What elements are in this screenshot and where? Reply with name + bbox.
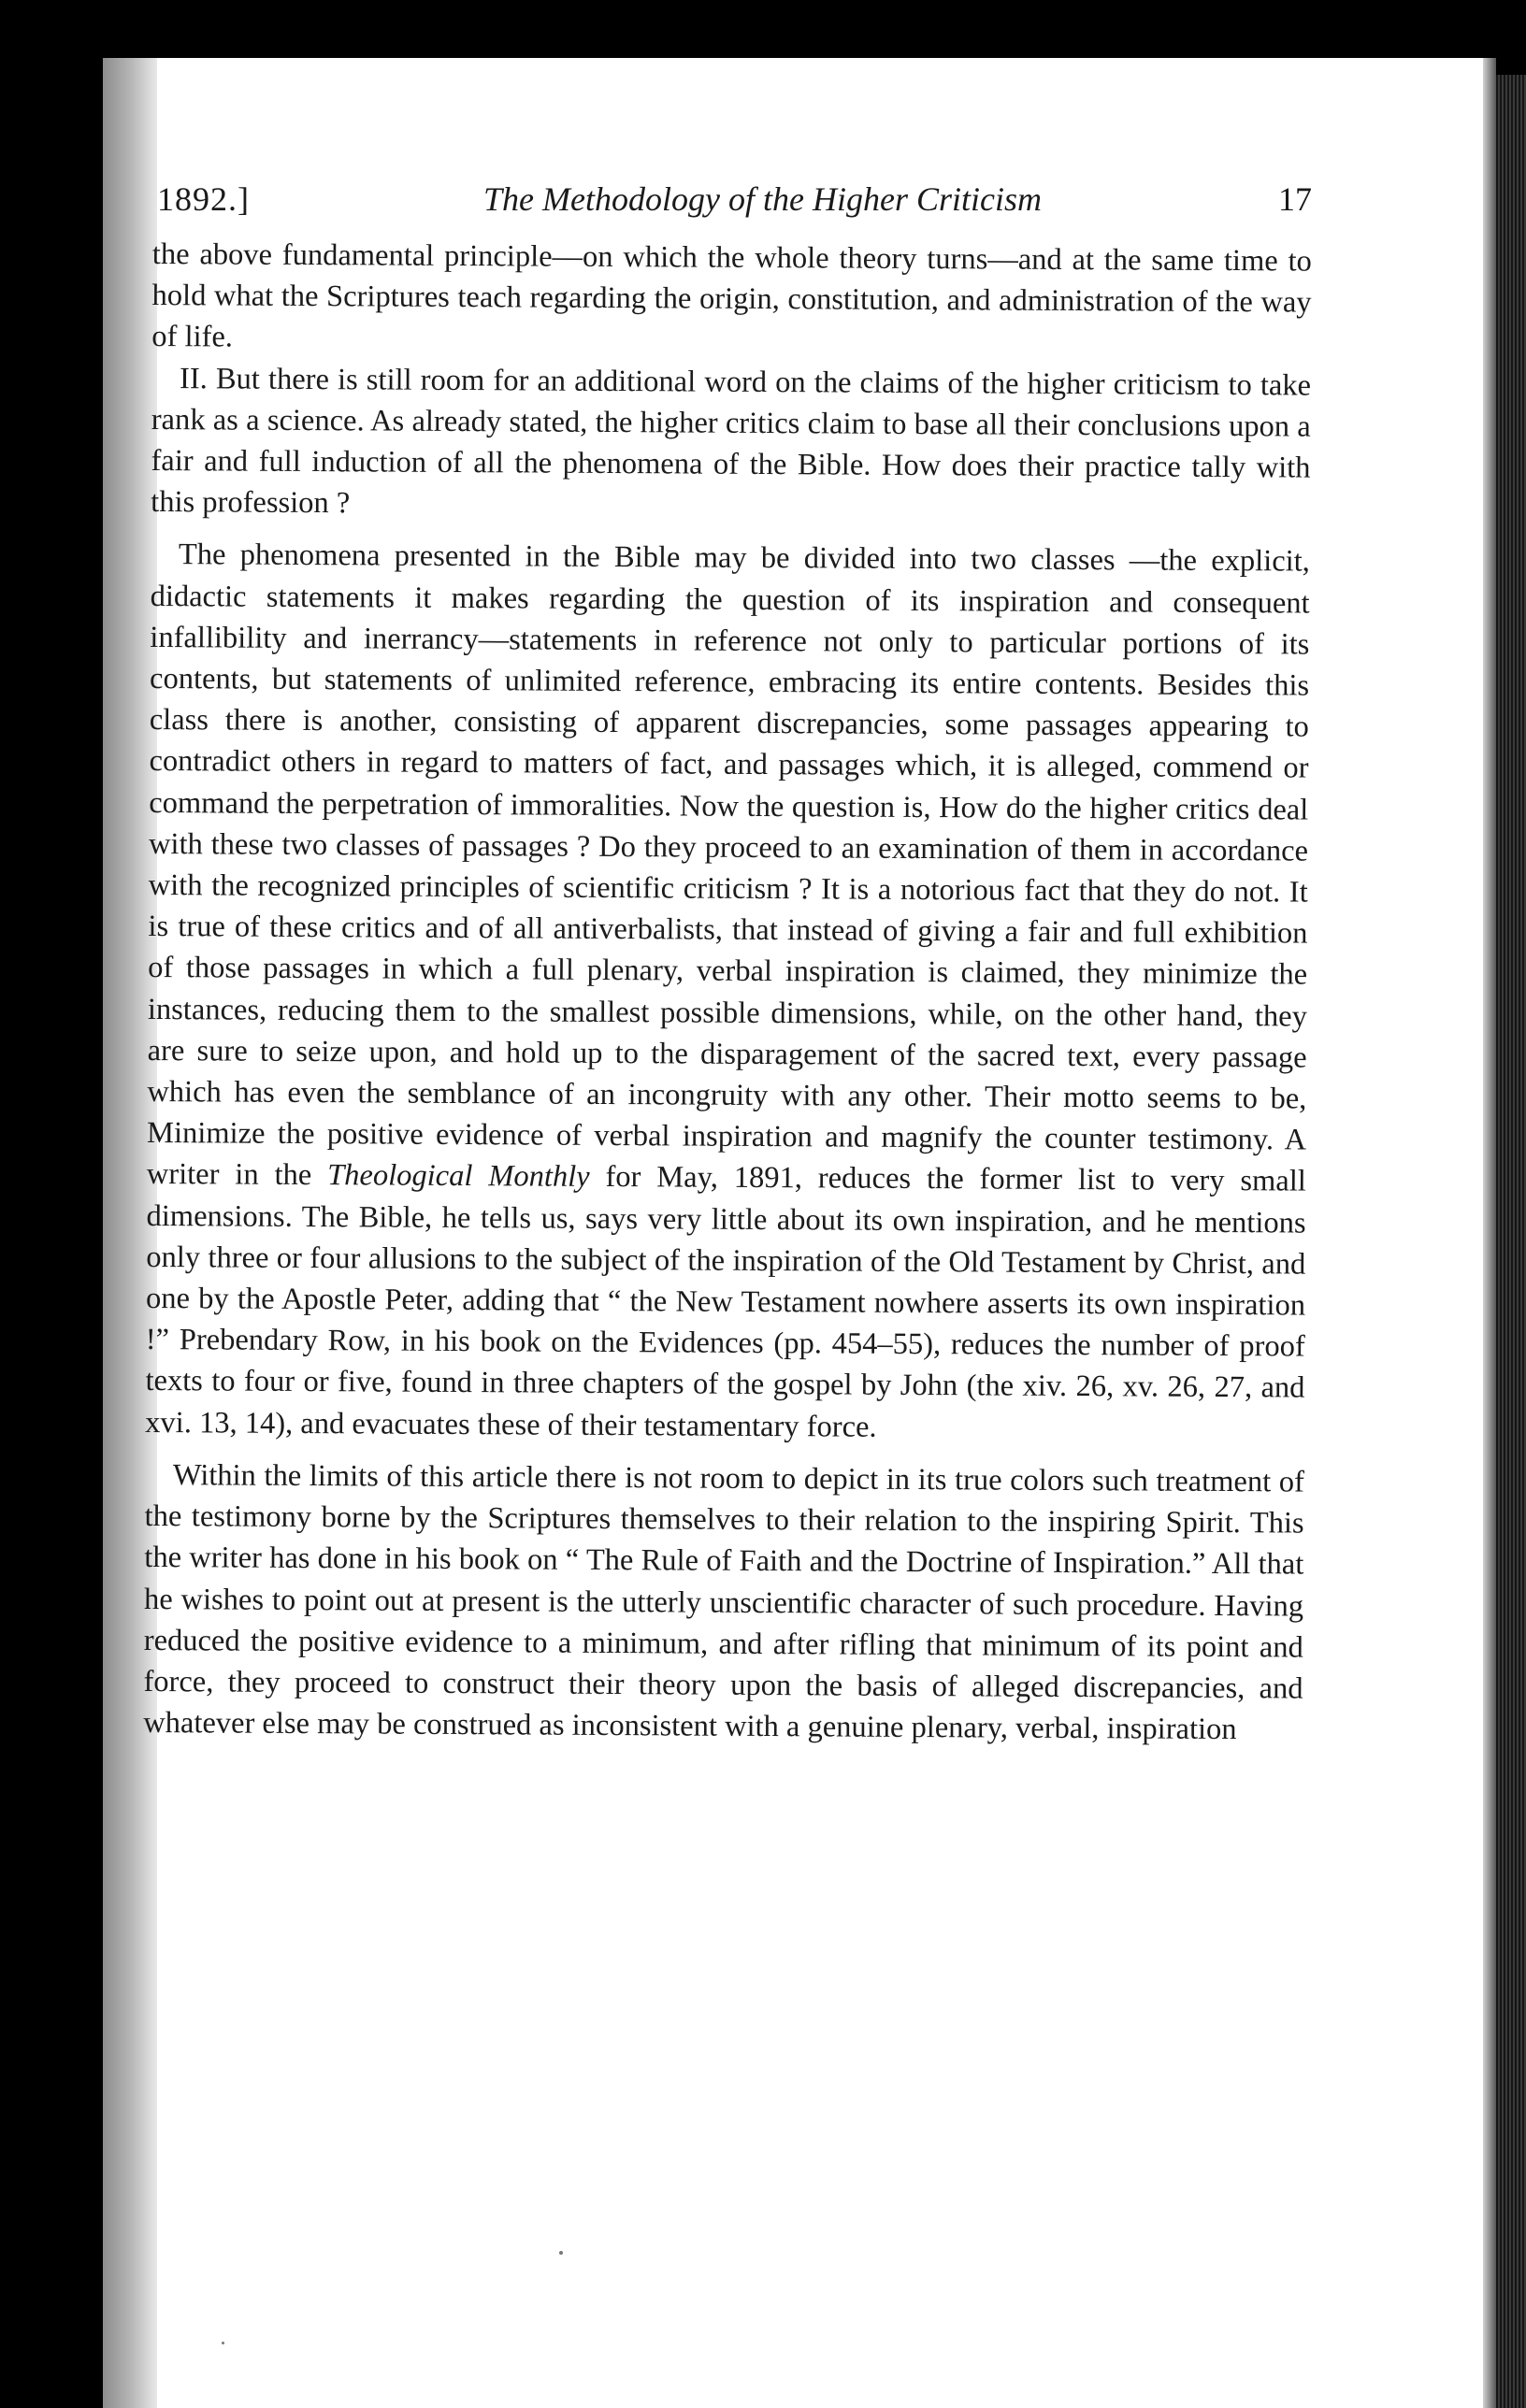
paragraph-phenomena: The phenomena presented in the Bible may be divided into two classes —the explicit, didactic statements it makes regarding the question of its inspiration and consequent infallibility and inerrancy—statements in reference not only to particular portions of its contents, but statements of unlimited reference, embracing its entire contents. Besides this class there is another, consisting of apparent discrepancies, some passages appearing to contradict others in regard to matters of fact, and passages which, it is alleged, commend or command the perpetration of immoralities. Now the question is, How do the higher critics deal with these two classes of passages ? Do they proceed to an examination of them in accordance with the recognized principles of scientific criticism ? It is a notorious fact that they do not. It is true of these critics and of all antiverbalists, that instead of giving a fair and full exhibition of those passages in which a full plenary, verbal inspiration is claimed, they minimize the instances, reducing them to the smallest possible dimensions, while, on the other hand, they are sure to seize upon, and hold up to the disparagement of the sacred text, every passage which has even the semblance of an incongruity with any other. Their motto seems to be, Minimize the positive evidence of verbal inspiration and magnify the counter testimony. A writer in the Theological Monthly for May, 1891, reduces the former list to very small dimensions. The Bible, he tells us, says very little about its own inspiration, and he mentions only three or four allusions to the subject of the inspiration of the Old Testament by Christ, and one by the Apostle Peter, adding that “ the New Testament nowhere asserts its own inspiration !” Prebendary Row, in his book on the Evidences (pp. 454–55), reduces the number of proof texts to four or five, found in three chapters of the gospel by John (the xiv. 26, xv. 26, 27, and xvi. 13, 14), and evacuates these of their testamentary force.: [145, 538, 1310, 1444]
paragraph-continuation: the above fundamental principle—on which the whole theory turns—and at the same time to hold what the Scriptures teach regarding the origin, constitution, and administration of the way of life.: [151, 236, 1312, 354]
header-page-number: 17: [1278, 180, 1312, 218]
book-fore-edge: [1496, 75, 1526, 2408]
paragraph-section-ii: II. But there is still room for an additional word on the claims of the higher criticism to take rank as a science. As already stated, the higher critics claim to base all their conclusions upon a fair and full induction of all the phenomena of the Bible. How does their practice tally with this profession ?: [151, 361, 1312, 521]
journal-title-italic: Theological Monthly: [327, 1158, 590, 1195]
dust-speck: [222, 2342, 224, 2344]
page-right-edge: [1483, 58, 1496, 2408]
header-year: 1892.]: [157, 180, 250, 218]
paragraph-within-limits: Within the limits of this article there is not room to depict in its true colors such treatment of the testimony borne by the Scriptures themselves to their relation to the inspiring Spirit. This the writer has done in his book on “ The Rule of Faith and the Doctrine of Inspiration.” All that he wishes to point out at present is the utterly unscientific character of such procedure. Having reduced the positive evidence to a minimum, and after rifling that minimum of its point and force, they proceed to construct their theory upon the basis of alleged discrepancies, and whatever else may be construed as inconsistent with a genuine plenary, verbal, inspiration: [143, 1458, 1304, 1747]
dust-speck: [559, 2251, 563, 2255]
header-running-title: The Methodology of the Higher Criticism: [483, 180, 1042, 218]
article-body: [143, 234, 1312, 1751]
running-header: [157, 179, 1312, 236]
